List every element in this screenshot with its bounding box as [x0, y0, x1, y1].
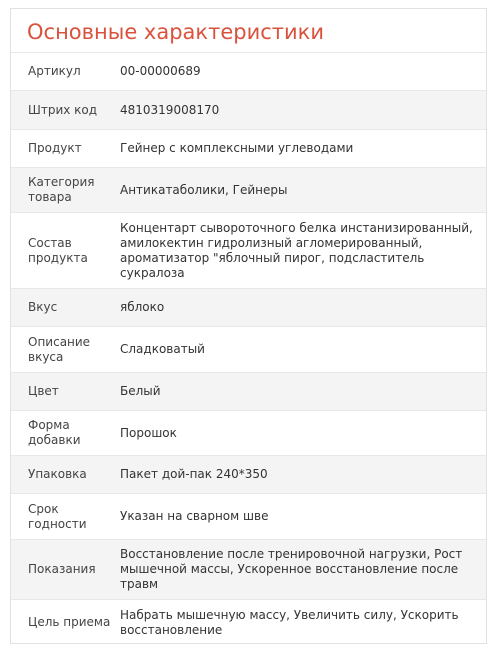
row-label: Состав продукта — [28, 235, 88, 265]
row-purpose — [11, 599, 486, 644]
row-value: Указан на сварном шве — [120, 509, 269, 523]
row-value: Пакет дой-пак 240*350 — [120, 467, 268, 481]
row-value: Набрать мышечную массу, Увеличить силу, Ускорить восстановление — [120, 607, 459, 637]
characteristics-table — [11, 52, 486, 644]
row-label: Показания — [28, 562, 96, 576]
row-indications — [11, 539, 486, 599]
row-label: Срок годности — [28, 501, 87, 531]
row-label: Артикул — [28, 64, 81, 78]
row-value: Порошок — [120, 425, 177, 440]
row-flavor-description — [11, 326, 486, 372]
row-value: 00-00000689 — [120, 64, 201, 78]
row-category — [11, 167, 486, 212]
row-flavor — [11, 288, 486, 326]
characteristics-panel — [10, 8, 487, 644]
row-value: Белый — [120, 384, 161, 398]
row-label: Упаковка — [28, 467, 87, 481]
row-label: Продукт — [28, 141, 82, 155]
row-supplement-form — [11, 410, 486, 455]
row-composition — [11, 212, 486, 288]
row-value: 4810319008170 — [120, 102, 220, 117]
row-label: Форма добавки — [28, 418, 81, 447]
row-shelf-life — [11, 493, 486, 539]
row-color — [11, 372, 486, 410]
row-product — [11, 129, 486, 167]
row-value: Гейнер с комплексными углеводами — [120, 141, 354, 155]
row-article — [11, 52, 486, 90]
row-label: Вкус — [28, 300, 58, 314]
row-value: Антикатаболики, Гейнеры — [120, 182, 288, 197]
section-title: Основные характеристики — [27, 20, 325, 44]
row-value: Восстановление после тренировочной нагрузки, Рост мышечной массы, Ускоренное восстановление после травм — [120, 547, 463, 591]
row-label: Штрих код — [28, 102, 98, 117]
row-label: Цель приема — [28, 615, 111, 629]
row-value: Сладковатый — [120, 342, 205, 356]
row-value: яблоко — [120, 300, 165, 314]
row-label: Цвет — [28, 384, 59, 398]
row-packaging — [11, 455, 486, 493]
row-barcode — [11, 90, 486, 129]
row-label: Категория товара — [28, 175, 95, 204]
row-label: Описание вкуса — [28, 334, 91, 364]
row-value: Концентарт сывороточного белка инстанизированный, амилокектин гидролизный агломерированный, ароматизатор "яблочный пирог, подсластитель сукралоза — [120, 220, 473, 280]
